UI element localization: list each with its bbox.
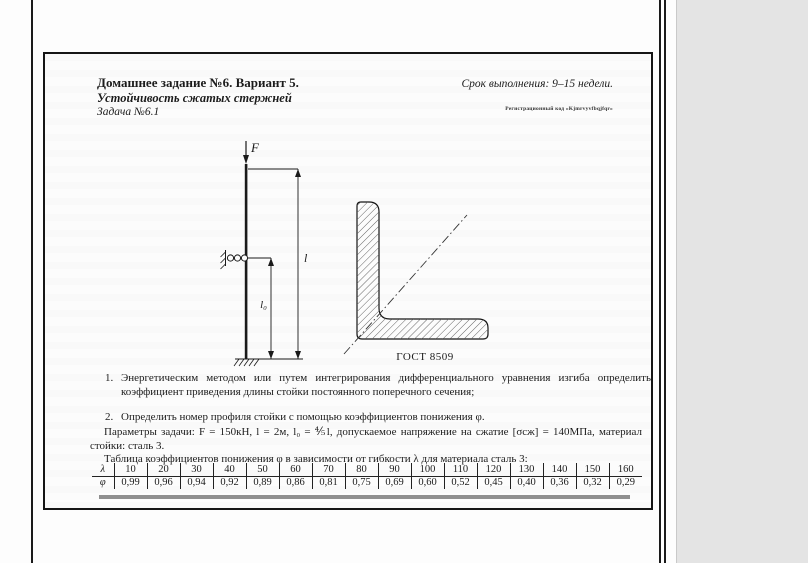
coefficient-table xyxy=(92,463,642,489)
task-1-number: 1. xyxy=(105,372,114,384)
fixed-support xyxy=(234,359,303,366)
registration-code: Регистрационный код «Kjmrvyvfbqjfqr» xyxy=(505,106,613,112)
deadline-text: Срок выполнения: 9–15 недели. xyxy=(461,78,613,90)
lambda-value: 40 xyxy=(213,463,246,476)
phi-value: 0,60 xyxy=(411,476,444,489)
end-of-document-rule xyxy=(99,495,630,499)
scan-left-binding-line xyxy=(31,0,33,563)
phi-value: 0,86 xyxy=(279,476,312,489)
lambda-value: 20 xyxy=(147,463,180,476)
phi-value: 0,92 xyxy=(213,476,246,489)
phi-value: 0,69 xyxy=(378,476,411,489)
phi-row xyxy=(92,476,642,489)
lambda-row xyxy=(92,463,642,476)
phi-value: 0,99 xyxy=(114,476,147,489)
scan-right-edge-line-1 xyxy=(659,0,661,563)
lambda-value: 80 xyxy=(345,463,378,476)
lambda-value: 60 xyxy=(279,463,312,476)
phi-value: 0,29 xyxy=(609,476,642,489)
task-item-1 xyxy=(105,372,651,399)
lambda-value: 10 xyxy=(114,463,147,476)
task-item-2 xyxy=(105,411,651,425)
effective-length-label: l₀ xyxy=(260,299,267,311)
task-list xyxy=(105,372,651,425)
page-header-right xyxy=(461,78,613,112)
lambda-value: 90 xyxy=(378,463,411,476)
page-header-left xyxy=(97,76,299,118)
profile-gost-caption: ГОСТ 8509 xyxy=(396,351,454,363)
phi-value: 0,75 xyxy=(345,476,378,489)
lambda-value: 160 xyxy=(609,463,642,476)
lambda-value: 150 xyxy=(576,463,609,476)
phi-value: 0,36 xyxy=(543,476,576,489)
roller-support xyxy=(221,250,248,269)
table-caption: Таблица коэффициентов понижения φ в зависимости от гибкости λ для материала сталь 3: xyxy=(104,453,528,465)
phi-row-header: φ xyxy=(99,477,106,489)
scan-right-edge-line-2 xyxy=(664,0,666,563)
column-scheme-figure xyxy=(205,138,335,370)
force-label: F xyxy=(251,140,259,155)
parameters-paragraph: Параметры задачи: F = 150кН, l = 2м, l₀ = ⅘l, допускаемое напряжение на сжатие [σсж] = 140МПа, материал стойки: сталь 3. xyxy=(90,426,642,452)
task-2-text: Определить номер профиля стойки с помощью коэффициентов понижения φ. xyxy=(121,411,485,423)
task-2-number: 2. xyxy=(105,411,114,423)
phi-value: 0,81 xyxy=(312,476,345,489)
phi-value: 0,40 xyxy=(510,476,543,489)
assignment-title: Домашнее задание №6. Вариант 5. xyxy=(97,75,299,90)
lambda-value: 50 xyxy=(246,463,279,476)
phi-value: 0,94 xyxy=(180,476,213,489)
force-arrowhead xyxy=(243,155,249,164)
length-label: l xyxy=(304,251,308,265)
phi-value: 0,52 xyxy=(444,476,477,489)
lambda-value: 30 xyxy=(180,463,213,476)
lambda-value: 130 xyxy=(510,463,543,476)
angle-profile-figure xyxy=(340,194,510,369)
task-number: Задача №6.1 xyxy=(97,105,160,118)
assignment-subtitle: Устойчивость сжатых стержней xyxy=(97,90,292,105)
phi-value: 0,32 xyxy=(576,476,609,489)
lambda-value: 100 xyxy=(411,463,444,476)
lambda-value: 120 xyxy=(477,463,510,476)
phi-value: 0,45 xyxy=(477,476,510,489)
lambda-value: 110 xyxy=(444,463,477,476)
viewer-background-panel xyxy=(676,0,808,563)
homework-page xyxy=(43,52,653,510)
task-1-text: Энергетическим методом или путем интегрирования дифференциального уравнения изгиба определить коэффициент приведения длины стойки постоянного поперечного сечения; xyxy=(121,372,651,398)
lambda-value: 140 xyxy=(543,463,576,476)
phi-value: 0,96 xyxy=(147,476,180,489)
lambda-value: 70 xyxy=(312,463,345,476)
lambda-row-header: λ xyxy=(92,463,114,476)
phi-value: 0,89 xyxy=(246,476,279,489)
